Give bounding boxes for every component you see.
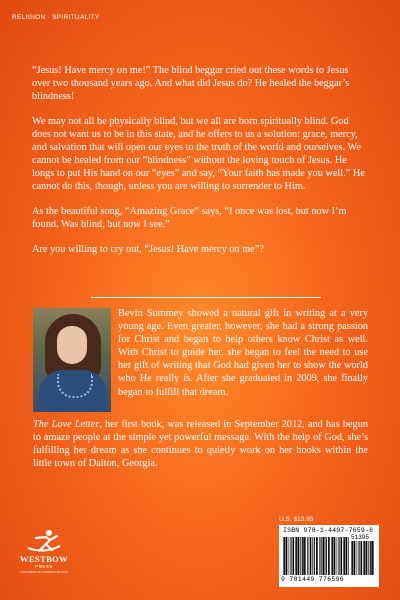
category-label: RELIGION · SPIRITUALITY	[12, 14, 100, 21]
blurb-paragraph: Are you willing to cry out, “Jesus! Have mercy on me”?	[32, 244, 264, 255]
barcode-bar	[348, 537, 349, 575]
barcode-bar	[289, 537, 290, 575]
barcode-bar	[321, 537, 322, 575]
barcode-bar	[325, 537, 326, 575]
barcode-bar	[359, 541, 360, 575]
barcode-bar	[370, 541, 371, 575]
barcode	[279, 525, 379, 587]
barcode-bar	[286, 537, 288, 575]
barcode-bar	[302, 537, 303, 575]
westbow-runner-icon	[24, 528, 64, 556]
publisher-tagline: A DIVISION OF THOMAS NELSON	[20, 570, 68, 574]
barcode-bar	[346, 537, 348, 575]
barcode-bar	[296, 537, 297, 575]
barcode-bar	[352, 541, 353, 575]
publisher-logo	[14, 528, 74, 592]
barcode-bar	[363, 541, 364, 575]
price-label: U.S. $13.95	[279, 516, 314, 523]
blurb-paragraph: As the beautiful song, “Amazing Grace” says, “I once was lost, but now I’m found. Was blind, but now I see.”	[32, 206, 347, 230]
addon-barcode-bars	[351, 541, 375, 575]
barcode-bar	[331, 537, 332, 575]
publisher-sub: PRESS	[35, 564, 53, 569]
barcode-bar	[371, 541, 373, 575]
barcode-bar	[373, 541, 374, 575]
barcode-bar	[332, 537, 333, 575]
author-bio	[118, 307, 368, 399]
barcode-bar	[314, 537, 315, 575]
publisher-name: WESTBOW	[19, 554, 69, 564]
barcode-bar	[293, 537, 295, 575]
barcode-bar	[326, 537, 327, 575]
barcode-bar	[351, 541, 352, 575]
barcode-bar	[341, 537, 343, 575]
barcode-bar	[300, 537, 301, 575]
barcode-bar	[328, 537, 330, 575]
addon-code: 51395	[351, 534, 370, 541]
barcode-bar	[283, 537, 284, 575]
barcode-bar	[312, 537, 313, 575]
barcode-bar	[316, 537, 318, 575]
blurb-paragraph: “Jesus! Have mercy on me!” The blind beggar cried out these words to Jesus over two thousand years ago. And what did Jesus do? He healed the beggar’s blindness!	[32, 65, 350, 102]
barcode-bar	[323, 537, 325, 575]
barcode-bar	[319, 537, 320, 575]
bio-text: Bevin Summey showed a natural gift in writing at a very young age. Even greater, however, she had a strong passion for Christ and began to help others know Christ as well. With Christ to guide her, she began to feel the need to use her gift of writing that God had given her to show the world who He really is. After she graduated in 2009, she finally began to fulfill that dream.	[118, 308, 368, 398]
barcode-bar	[366, 541, 368, 575]
barcode-bar	[368, 541, 369, 575]
bio-text: and has begun to amaze people at the simple yet powerful message. With the help of God, she’s fulfilling her dream as she continues to quietly work on her books within the little town of Dalton, Georgia.	[33, 419, 368, 470]
barcode-bar	[291, 537, 292, 575]
author-bio-continued	[33, 418, 368, 470]
barcode-bar	[310, 537, 312, 575]
barcode-bar	[334, 537, 336, 575]
divider	[91, 297, 321, 298]
barcode-bar	[303, 537, 305, 575]
isbn-label: ISBN 978-1-4497-7659-6	[283, 527, 374, 534]
barcode-bar	[295, 537, 296, 575]
ean-barcode-bars	[283, 537, 349, 575]
barcode-bar	[298, 537, 300, 575]
bio-text: , her first book, was released in September 2012,	[99, 419, 305, 430]
barcode-bar	[284, 537, 285, 575]
barcode-bar	[305, 537, 306, 575]
barcode-bar	[357, 541, 358, 575]
barcode-bar	[364, 541, 365, 575]
blurb-paragraph: We may not all be physically blind, but we all are born spiritually blind. God does not want us to be in this state, and he offers to us a solution: grace, mercy, and salvation that will open our eyes to the truth of the world and ourselves. We cannot be healed from our “blindness” without the loving touch of Jesus. He longs to put His hand on our “eyes” and say, “Your faith has made you well.” He cannot do this, though, unless you are willing to surrender to Him.	[32, 116, 365, 192]
barcode-bar	[354, 541, 356, 575]
ean-number: 9 781449 776596	[281, 576, 345, 583]
blurb	[32, 64, 368, 268]
book-title: The Love Letter	[33, 419, 100, 430]
author-photo	[33, 308, 111, 412]
barcode-bar	[344, 537, 345, 575]
barcode-bar	[339, 537, 340, 575]
barcode-bar	[307, 537, 308, 575]
barcode-bar	[337, 537, 338, 575]
barcode-bar	[361, 541, 363, 575]
barcode-bar	[343, 537, 344, 575]
